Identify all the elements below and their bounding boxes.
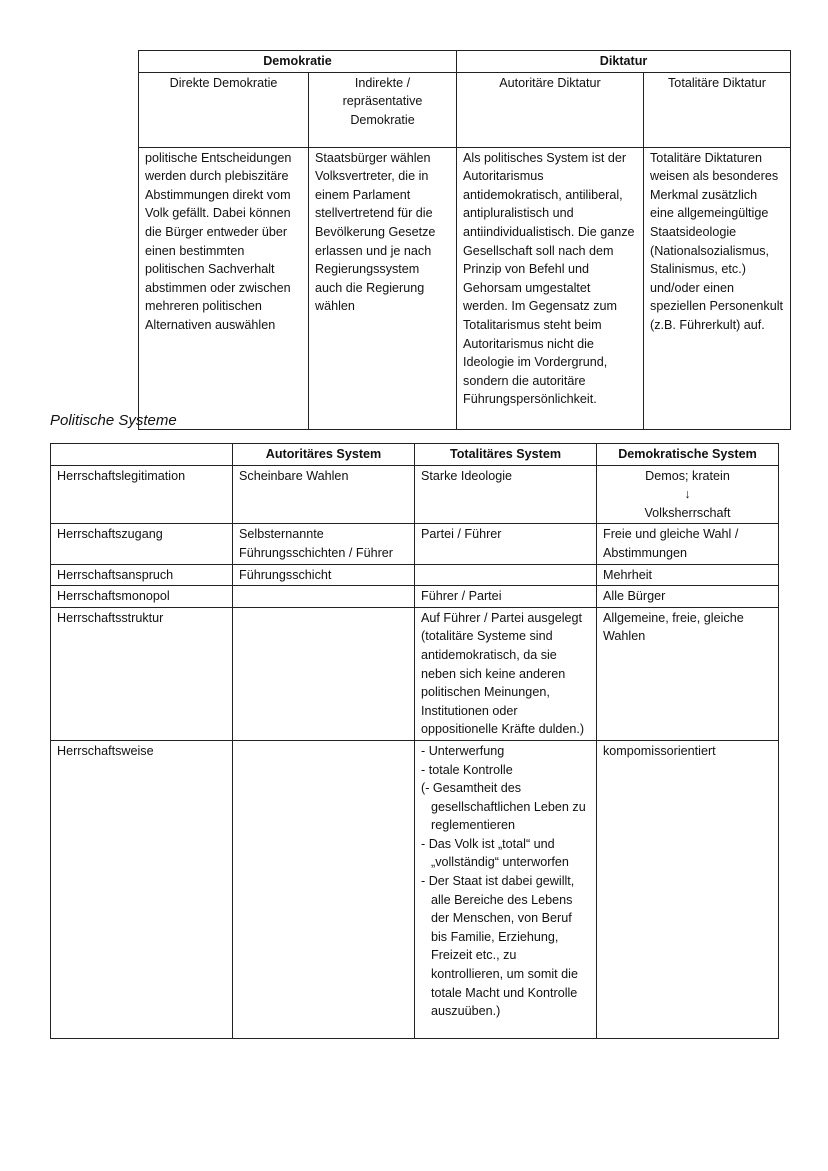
table-row bbox=[51, 607, 779, 740]
subheader-autoritaere-diktatur: Autoritäre Diktatur bbox=[457, 72, 644, 147]
header-demokratische-system: Demokratische System bbox=[597, 444, 779, 466]
subheader-direkte-demokratie: Direkte Demokratie bbox=[139, 72, 309, 147]
header-autoritaeres-system: Autoritäres System bbox=[233, 444, 415, 466]
cell-demokratisch: Mehrheit bbox=[597, 564, 779, 586]
cell-demokratisch: Alle Bürger bbox=[597, 586, 779, 608]
cell-demokratisch bbox=[597, 465, 779, 524]
header-demokratie: Demokratie bbox=[139, 51, 457, 73]
cell-autoritaer bbox=[233, 607, 415, 740]
cell-demokratisch: kompomissorientiert bbox=[597, 740, 779, 1038]
subheader-indirekte-demokratie: Indirekte / repräsentative Demokratie bbox=[309, 72, 457, 147]
cell-totalitaere-diktatur: Totalitäre Diktaturen weisen als besonderes Merkmal zusätzlich eine allgemeingültige Staatsideologie (Nationalsozialismus, Stalinismus, etc.) und/oder einen speziellen Personenkult (z.B. Führerkult) auf. bbox=[644, 147, 791, 429]
header-totalitaeres-system: Totalitäres System bbox=[415, 444, 597, 466]
header-empty bbox=[51, 444, 233, 466]
list-item: - Der Staat ist dabei gewillt, alle Bereiche des Lebens der Menschen, von Beruf bis Familie, Erziehung, Freizeit etc., zu kontrollieren, um somit die totale Macht und Kontrolle auszuüben.) bbox=[421, 874, 578, 1019]
row-label: Herrschaftsmonopol bbox=[51, 586, 233, 608]
subheader-totalitaere-diktatur: Totalitäre Diktatur bbox=[644, 72, 791, 147]
list-item: - Unterwerfung bbox=[421, 743, 505, 758]
cell-autoritaer: Scheinbare Wahlen bbox=[233, 465, 415, 524]
struktur-line: Auf Führer / Partei ausgelegt bbox=[421, 610, 583, 625]
cell-indirekte-demokratie: Staatsbürger wählen Volksvertreter, die in einem Parlament stellvertretend für die Bevölkerung Gesetze erlassen und je nach Regierungssystem auch die Regierung wählen bbox=[309, 147, 457, 429]
down-arrow-icon: ↓ bbox=[684, 487, 691, 502]
cell-direkte-demokratie: politische Entscheidungen werden durch plebiszitäre Abstimmungen direkt vom Volk gefällt. Dabei können die Bürger entweder über einen bestimmten politischen Sachverhalt abstimmen oder zwischen mehreren politischen Alternativen auswählen bbox=[139, 147, 309, 429]
section-title: Politische Systeme bbox=[50, 412, 177, 429]
row-label: Herrschaftsstruktur bbox=[51, 607, 233, 740]
table-row bbox=[51, 586, 779, 608]
cell-autoritaere-diktatur: Als politisches System ist der Autoritarismus antidemokratisch, antiliberal, antipluralistisch und antiindividualistisch. Die ganze Gesellschaft soll nach dem Prinzip von Befehl und Gehorsam umgestaltet werden. Im Gegensatz zum Totalitarismus steht beim Autoritarismus nicht die Ideologie im Vordergrund, sondern die autoritäre Führungspersönlichkeit. bbox=[457, 147, 644, 429]
cell-totalitaer: Starke Ideologie bbox=[415, 465, 597, 524]
table-row bbox=[51, 564, 779, 586]
cell-demokratisch: Freie und gleiche Wahl / Abstimmungen bbox=[597, 524, 779, 564]
list-item: - totale Kontrolle bbox=[421, 762, 513, 777]
table-row bbox=[51, 465, 779, 524]
political-systems-table bbox=[50, 443, 779, 1039]
cell-totalitaer bbox=[415, 607, 597, 740]
volksherrschaft: Volksherrschaft bbox=[644, 505, 731, 520]
header-diktatur: Diktatur bbox=[457, 51, 791, 73]
list-item: (- Gesamtheit des gesellschaftlichen Leben zu reglementieren bbox=[421, 781, 586, 833]
cell-autoritaer: Führungsschicht bbox=[233, 564, 415, 586]
cell-demokratisch: Allgemeine, freie, gleiche Wahlen bbox=[597, 607, 779, 740]
demos-kratein: Demos; kratein bbox=[645, 468, 730, 483]
struktur-note: (totalitäre Systeme sind antidemokratisch, da sie neben sich keine anderen politischen Meinungen, Institutionen oder oppositionelle Kräfte dulden.) bbox=[421, 629, 585, 737]
cell-totalitaer bbox=[415, 740, 597, 1038]
row-label: Herrschaftslegitimation bbox=[51, 465, 233, 524]
cell-totalitaer: Partei / Führer bbox=[415, 524, 597, 564]
cell-autoritaer: Selbsternannte Führungsschichten / Führer bbox=[233, 524, 415, 564]
democracy-dictatorship-table bbox=[138, 50, 791, 430]
table-row bbox=[51, 524, 779, 564]
cell-totalitaer: Führer / Partei bbox=[415, 586, 597, 608]
table-row bbox=[51, 740, 779, 1038]
cell-autoritaer bbox=[233, 740, 415, 1038]
row-label: Herrschaftsanspruch bbox=[51, 564, 233, 586]
cell-autoritaer bbox=[233, 586, 415, 608]
cell-totalitaer bbox=[415, 564, 597, 586]
list-item: - Das Volk ist „total“ und „vollständig“ unterworfen bbox=[421, 836, 569, 870]
row-label: Herrschaftsweise bbox=[51, 740, 233, 1038]
row-label: Herrschaftszugang bbox=[51, 524, 233, 564]
